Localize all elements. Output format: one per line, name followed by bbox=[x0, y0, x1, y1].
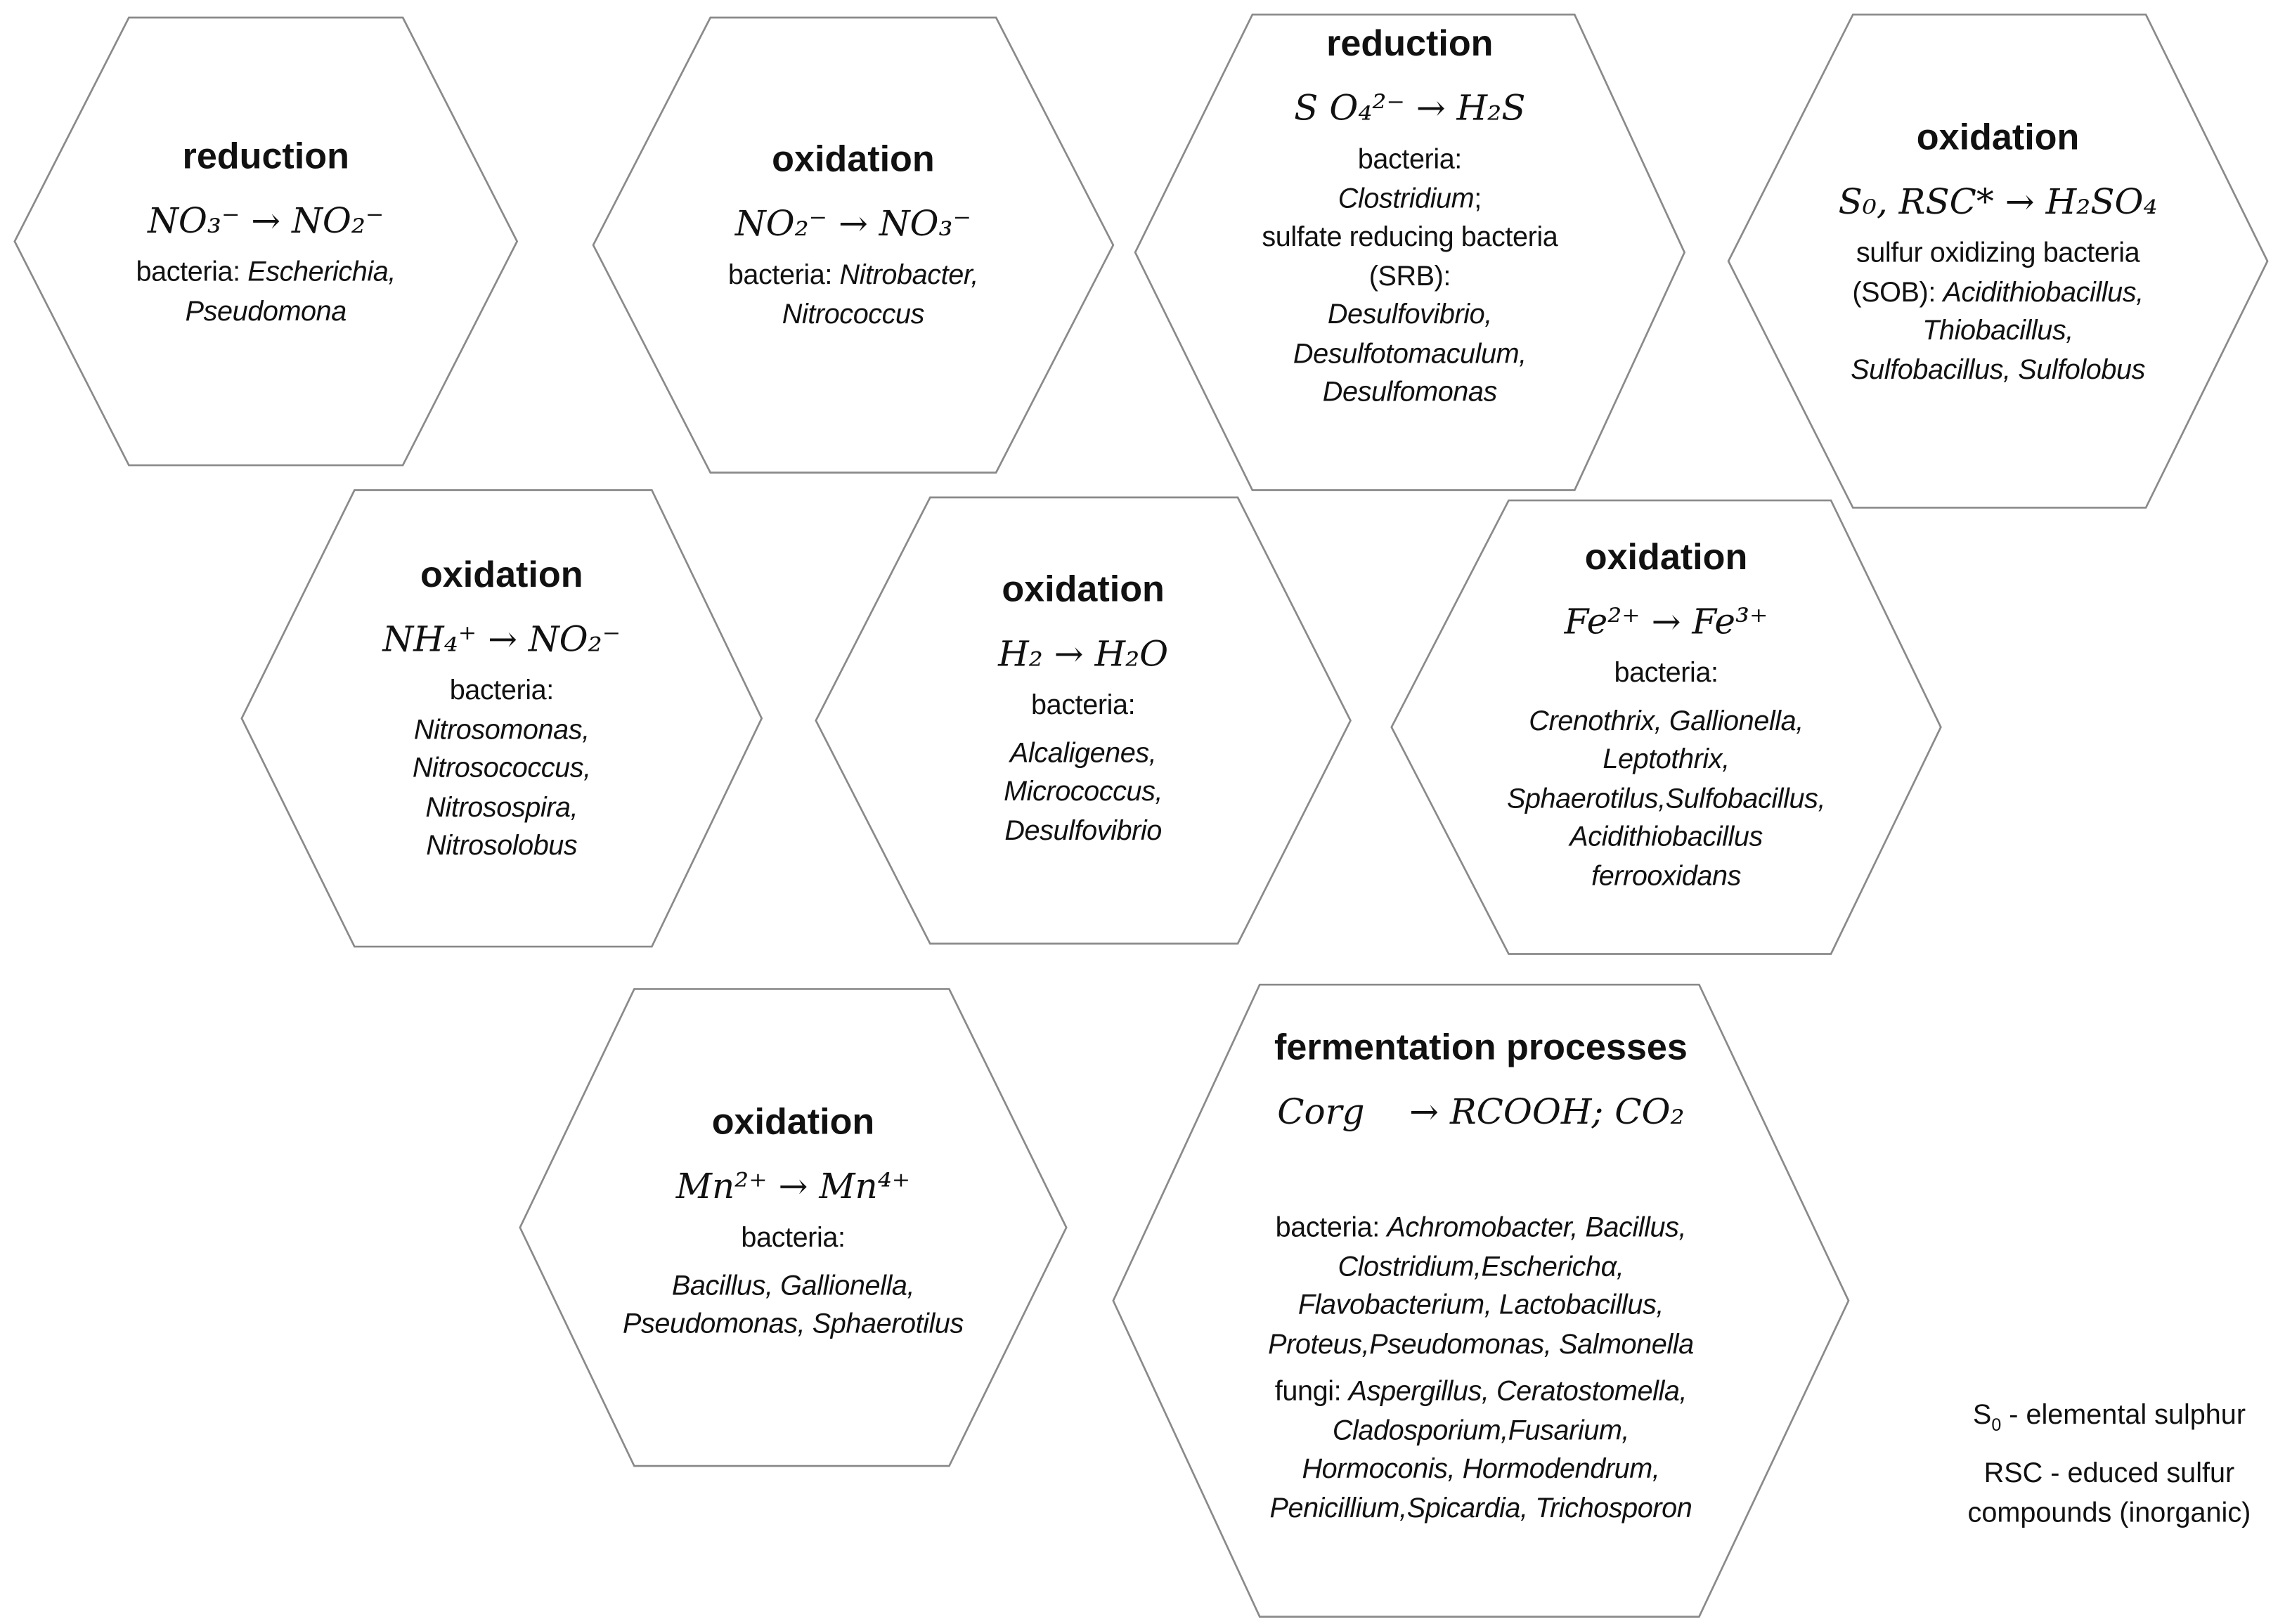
organism-line bbox=[1720, 274, 2277, 313]
reaction-formula: Mn²⁺ → Mn⁴⁺ bbox=[675, 1166, 911, 1207]
organism-label: ; bbox=[1474, 183, 1482, 215]
process-card bbox=[1132, 22, 1688, 413]
organism-line bbox=[224, 789, 780, 828]
organism-label: bacteria: bbox=[741, 1223, 846, 1254]
process-title: reduction bbox=[1326, 23, 1494, 65]
organism-name: Nitrococcus bbox=[782, 299, 925, 330]
organism-name: Desulfomonas bbox=[1322, 377, 1497, 408]
process-card bbox=[1720, 115, 2277, 390]
organism-line bbox=[805, 688, 1361, 727]
organism-line bbox=[1203, 1249, 1759, 1287]
organism-name: Bacillus, Gallionella, bbox=[671, 1271, 915, 1301]
reaction-formula: NO₂⁻ → NO₃⁻ bbox=[734, 203, 971, 245]
organism-name: Escherichia, bbox=[247, 257, 396, 289]
process-title: reduction bbox=[182, 136, 349, 177]
reaction-formula: S₀, RSC* → H₂SO₄ bbox=[1838, 181, 2158, 223]
organism-line bbox=[805, 735, 1361, 774]
organism-line bbox=[224, 828, 780, 866]
organism-line bbox=[1388, 819, 1945, 858]
organism-label: fungi: bbox=[1274, 1377, 1349, 1408]
organism-line bbox=[1132, 297, 1688, 336]
organism-label: bacteria: bbox=[449, 675, 554, 707]
organism-line bbox=[0, 293, 544, 332]
organism-name: Nitrosomonas, bbox=[413, 715, 590, 746]
organism-line bbox=[224, 751, 780, 789]
organism-line bbox=[1388, 656, 1945, 694]
organism-list bbox=[224, 673, 780, 867]
organism-name: Sphaerotilus,Sulfobacillus, bbox=[1506, 783, 1826, 814]
reaction-formula: NO₃⁻ → NO₂⁻ bbox=[148, 200, 384, 242]
legend-rsc bbox=[1934, 1456, 2285, 1533]
organism-name: Nitrosospira, bbox=[425, 792, 578, 824]
organism-name: Desulfovibrio bbox=[1004, 815, 1162, 847]
process-card bbox=[0, 135, 544, 332]
organism-line bbox=[515, 1268, 1072, 1306]
organism-line bbox=[575, 297, 1132, 335]
organism-list bbox=[805, 735, 1361, 852]
organism-line bbox=[1132, 219, 1688, 258]
organism-line bbox=[1132, 142, 1688, 181]
organism-line bbox=[1203, 1412, 1759, 1451]
organism-label: bacteria: bbox=[727, 260, 840, 292]
legend-s0 bbox=[1934, 1397, 2285, 1444]
organism-list bbox=[0, 254, 544, 332]
legend-s0-symbol: S bbox=[1972, 1400, 1992, 1431]
legend bbox=[1934, 1397, 2285, 1545]
organism-label: bacteria: bbox=[1614, 658, 1718, 689]
organism-line bbox=[805, 813, 1361, 852]
process-title: oxidation bbox=[711, 1101, 875, 1143]
process-title: fermentation processes bbox=[1274, 1027, 1688, 1068]
reaction-formula: Corg → RCOOH; CO₂ bbox=[1277, 1091, 1685, 1133]
reaction-formula: NH₄⁺ → NO₂⁻ bbox=[382, 618, 621, 660]
organism-label: bacteria: bbox=[1031, 690, 1136, 722]
process-title: oxidation bbox=[420, 554, 583, 596]
organism-name: Clostridium bbox=[1338, 183, 1475, 215]
organism-line bbox=[805, 774, 1361, 812]
organism-name: Desulfotomaculum, bbox=[1293, 338, 1527, 370]
organism-label: (SRB): bbox=[1368, 261, 1451, 292]
reaction-formula: H₂ → H₂O bbox=[998, 633, 1169, 675]
organism-name: Pseudomonas, Sphaerotilus bbox=[623, 1309, 964, 1341]
organism-name: Aspergillus, Ceratostomella, bbox=[1348, 1377, 1688, 1408]
legend-rsc-line2: compounds (inorganic) bbox=[1967, 1498, 2251, 1529]
organism-list bbox=[1203, 1374, 1759, 1529]
organism-list bbox=[1203, 1210, 1759, 1365]
organism-line bbox=[1132, 258, 1688, 297]
organism-list bbox=[1388, 656, 1945, 694]
organism-line bbox=[1203, 1451, 1759, 1490]
process-title: oxidation bbox=[1584, 537, 1748, 578]
process-card bbox=[1388, 535, 1945, 897]
organism-line bbox=[1388, 703, 1945, 741]
organism-name: Achromobacter, Bacillus, bbox=[1387, 1212, 1687, 1244]
organism-name: Acidithiobacillus, bbox=[1943, 277, 2144, 308]
organism-line bbox=[1720, 313, 2277, 352]
process-card bbox=[575, 138, 1132, 335]
organism-name: Desulfovibrio, bbox=[1327, 299, 1492, 331]
organism-line bbox=[1203, 1287, 1759, 1326]
organism-name: Thiobacillus, bbox=[1922, 316, 2073, 347]
organism-name: Nitrosococcus, bbox=[412, 753, 591, 784]
organism-name: Pseudomona bbox=[185, 296, 347, 327]
organism-label: bacteria: bbox=[1275, 1212, 1387, 1244]
organism-line bbox=[1203, 1490, 1759, 1529]
legend-rsc-line1: RSC - educed sulfur bbox=[1983, 1459, 2235, 1490]
organism-label: bacteria: bbox=[1357, 145, 1462, 176]
organism-name: Acidithiobacillus bbox=[1569, 822, 1763, 853]
reaction-formula: Fe²⁺ → Fe³⁺ bbox=[1564, 601, 1768, 642]
organism-name: ferrooxidans bbox=[1591, 861, 1741, 892]
organism-name: Nitrobacter, bbox=[839, 260, 979, 292]
process-card bbox=[1203, 1025, 1759, 1528]
organism-line bbox=[1132, 181, 1688, 219]
process-card bbox=[224, 553, 780, 867]
process-card bbox=[515, 1100, 1072, 1346]
organism-line bbox=[0, 254, 544, 293]
organism-list bbox=[805, 688, 1361, 727]
organism-line bbox=[575, 257, 1132, 296]
organism-name: Flavobacterium, Lactobacillus, bbox=[1297, 1290, 1664, 1322]
reaction-formula: S O₄²⁻ → H₂S bbox=[1294, 87, 1526, 129]
organism-line bbox=[1132, 336, 1688, 375]
organism-name: Leptothrix, bbox=[1603, 744, 1730, 776]
organism-line bbox=[1388, 858, 1945, 897]
organism-line bbox=[1132, 375, 1688, 413]
organism-label: sulfur oxidizing bacteria bbox=[1856, 238, 2140, 270]
organism-line bbox=[1388, 742, 1945, 781]
organism-line bbox=[1388, 781, 1945, 819]
organism-name: Clostridium,Escherichα, bbox=[1338, 1252, 1624, 1282]
organism-name: Micrococcus, bbox=[1004, 777, 1163, 808]
organism-line bbox=[1720, 235, 2277, 274]
organism-line bbox=[515, 1306, 1072, 1345]
process-title: oxidation bbox=[772, 138, 935, 181]
organism-list bbox=[515, 1220, 1072, 1259]
process-title: oxidation bbox=[1002, 569, 1165, 611]
legend-s0-text: - elemental sulphur bbox=[2001, 1400, 2246, 1431]
organism-line bbox=[1203, 1326, 1759, 1365]
organism-label: (SOB): bbox=[1852, 277, 1943, 308]
organism-name: Crenothrix, Gallionella, bbox=[1529, 706, 1804, 737]
organism-name: Alcaligenes, bbox=[1009, 738, 1157, 769]
organism-line bbox=[1720, 352, 2277, 391]
legend-s0-subscript: 0 bbox=[1991, 1414, 2002, 1436]
organism-list bbox=[1132, 142, 1688, 413]
organism-line bbox=[515, 1220, 1072, 1259]
organism-label: sulfate reducing bacteria bbox=[1262, 222, 1558, 254]
process-title: oxidation bbox=[1916, 117, 2080, 158]
organism-line bbox=[224, 673, 780, 712]
organism-line bbox=[1203, 1374, 1759, 1412]
organism-name: Sulfobacillus, Sulfolobus bbox=[1851, 354, 2145, 386]
organism-name: Cladosporium,Fusarium, bbox=[1332, 1415, 1629, 1447]
organism-list bbox=[515, 1268, 1072, 1345]
organism-list bbox=[575, 257, 1132, 334]
organism-name: Nitrosolobus bbox=[426, 831, 578, 862]
organism-list bbox=[1720, 235, 2277, 391]
organism-line bbox=[1203, 1210, 1759, 1249]
organism-name: Penicillium,Spicardia, Trichosporon bbox=[1269, 1493, 1692, 1524]
organism-line bbox=[224, 712, 780, 751]
organism-name: Hormoconis, Hormodendrum, bbox=[1302, 1454, 1660, 1486]
process-card bbox=[805, 568, 1361, 852]
organism-name: Proteus,Pseudomonas, Salmonella bbox=[1268, 1329, 1694, 1360]
organism-label: bacteria: bbox=[136, 257, 248, 289]
organism-list bbox=[1388, 703, 1945, 897]
